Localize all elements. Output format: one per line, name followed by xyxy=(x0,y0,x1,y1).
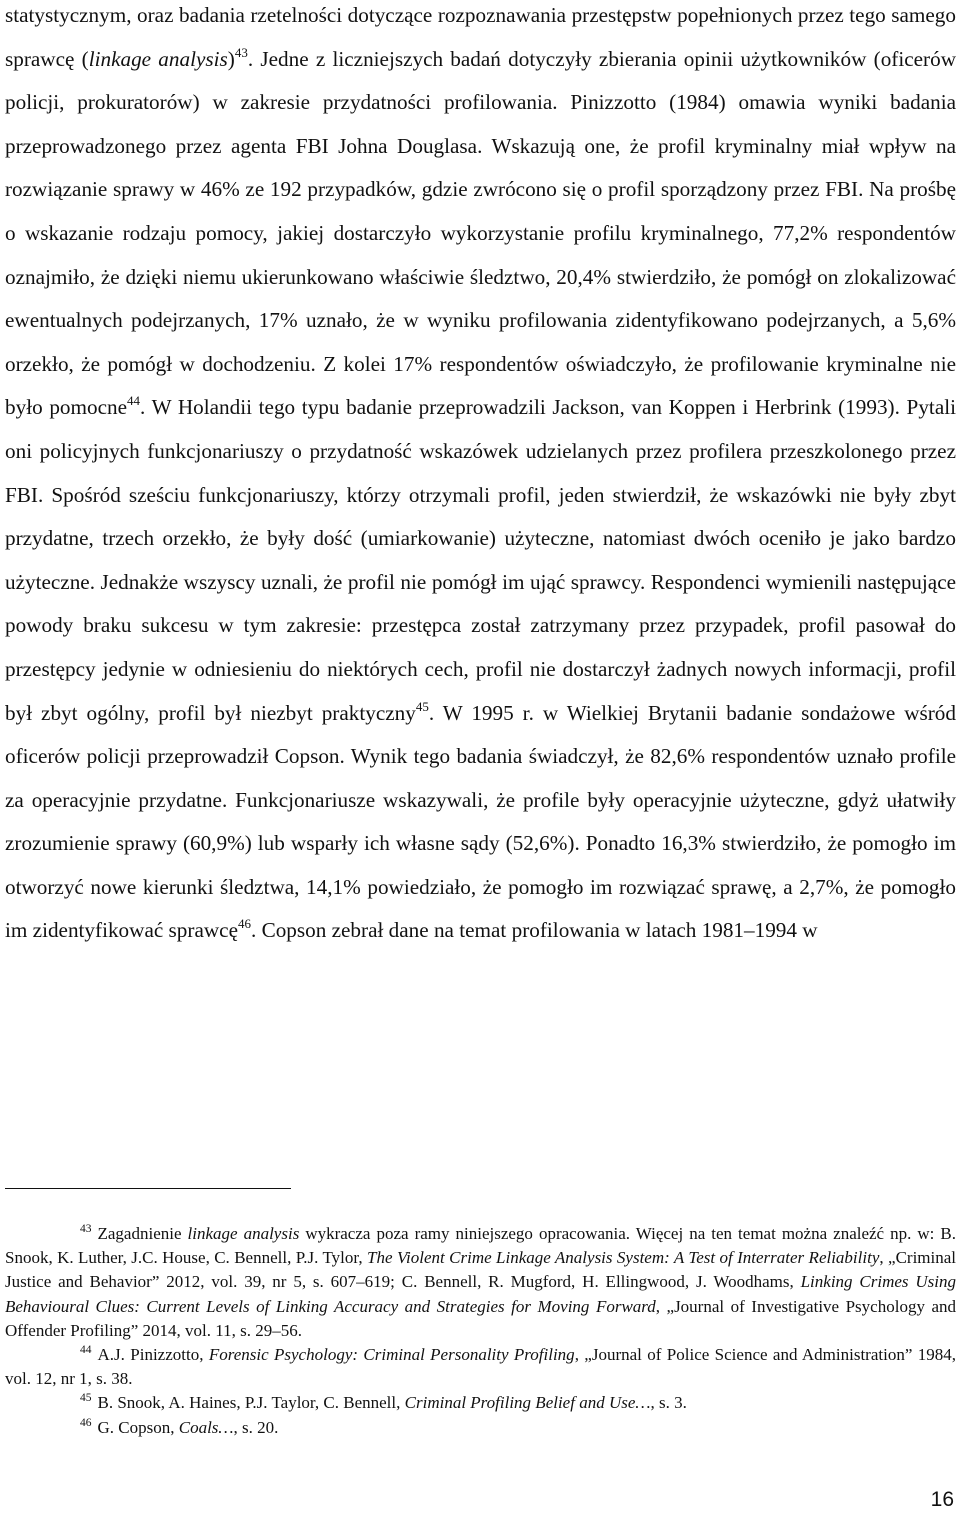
footnote-italic: linkage analysis xyxy=(187,1224,300,1243)
footnote-text: , „Journal of Investigative Psychology and Offender Profiling” 2014, vol. 11, s. 29–56. xyxy=(5,1296,956,1340)
footnote-title-italic: Linking Crimes Using Behavioural Clues: Current Levels of Linking Accuracy and Strategies for Moving Forward xyxy=(5,1272,956,1316)
footnote-text: Zagadnienie xyxy=(97,1224,188,1243)
footnote-45 xyxy=(5,1391,956,1415)
footnote-title-italic: The Violent Crime Linkage Analysis System: A Test of Interrater Reliability xyxy=(367,1248,880,1268)
body-text-run: ) xyxy=(227,46,235,71)
footnote-text: A.J. Pinizzotto, xyxy=(97,1345,209,1365)
footnote-text: , s. 20. xyxy=(233,1417,279,1437)
footnote-text: B. Snook, A. Haines, P.J. Taylor, C. Bennell, xyxy=(97,1393,405,1413)
footnote-ref-45[interactable]: 45 xyxy=(415,698,429,714)
footnote-text: , s. 3. xyxy=(650,1393,687,1413)
footnote-43 xyxy=(5,1222,956,1343)
footnote-title-italic: Coals… xyxy=(178,1417,234,1437)
body-italic-term: linkage analysis xyxy=(88,46,228,71)
body-paragraph xyxy=(5,0,956,953)
body-text-run: . Copson zebrał dane na temat profilowania w latach 1981–1994 w xyxy=(250,918,818,943)
body-text-run: . W 1995 r. w Wielkiej Brytanii badanie sondażowe wśród oficerów policji przeprowadził Copson. Wynik tego badania świadczył, że 82,6% respondentów uznało profile za operacyjnie przydatne. Funkcjonariusze wskazywali, że profile były operacyjnie użyteczne, gdyż ułatwiły zrozumienie sprawy (60,9%) lub wsparły ich własne sądy (52,6%). Ponadto 16,3% stwierdziło, że pomogło im otworzyć nowe kierunki śledztwa, 14,1% powiedziało, że pomogło im rozwiązać sprawę, a 2,7%, że pomogło im zidentyfikować sprawcę xyxy=(5,700,956,943)
body-text-run: . W Holandii tego typu badanie przeprowadzili Jackson, van Koppen i Herbrink (1993). Pytali oni policyjnych funkcjonariuszy o przydatność wskazówek udzielanych przez profilera przeszkolonego przez FBI. Spośród sześciu funkcjonariuszy, którzy otrzymali profil, jeden stwierdził, że wskazówki nie były zbyt przydatne, trzech orzekło, że były dość (umiarkowanie) użyteczne, natomiast dwóch oceniło je jako bardzo użyteczne. Jednakże wszyscy uznali, że profil nie pomógł im ująć sprawcy. Respondenci wymienili następujące powody braku sukcesu w tym zakresie: przestępca został zatrzymany przez przypadek, profil pasował do przestępcy jedynie w odniesieniu do niektórych cech, profil nie dostarczył żadnych nowych informacji, profil był zbyt ogólny, profil był niezbyt praktyczny xyxy=(5,395,956,725)
footnote-text: , „Criminal Justice and Behavior” 2012, vol. 39, nr 5, s. 607–619; C. Bennell, R. Mugford, H. Ellingwood, J. Woodhams, xyxy=(5,1248,957,1292)
body-text-run: . Jedne z liczniejszych badań dotyczyły zbierania opinii użytkowników (oficerów policji, prokuratorów) w zakresie przydatności profilowania. Pinizzotto (1984) omawia wyniki badania przeprowadzonego przez agenta FBI Johna Douglasa. Wskazują one, że profil kryminalny miał wpływ na rozwiązanie sprawy w 46% ze 192 przypadków, gdzie zwrócono się o profil sporządzony przez FBI. Na prośbę o wskazanie rodzaju pomocy, jakiej dostarczyło wykorzystanie profilu kryminalnego, 77,2% respondentów oznajmiło, że dzięki niemu ukierunkowano właściwie śledztwo, 20,4% stwierdziło, że pomógł on zlokalizować ewentualnych podejrzanych, 17% uznało, że w wyniku profilowania zidentyfikowano podejrzanych, a 5,6% orzekło, że pomógł w dochodzeniu. Z kolei 17% respondentów oświadczyło, że profilowanie kryminalne nie było pomocne xyxy=(5,46,956,420)
footnote-46 xyxy=(5,1416,956,1440)
page-number: 16 xyxy=(930,1488,954,1511)
body-text-run: statystycznym, oraz badania rzetelności dotyczące rozpoznawania przestępstw popełnionych przez tego samego sprawcę ( xyxy=(5,3,956,71)
footnotes-section xyxy=(5,1222,956,1440)
footnote-text: , „Journal of Police Science and Administration” 1984, vol. 12, nr 1, s. 38. xyxy=(5,1345,956,1389)
footnote-text: wykracza poza ramy niniejszego opracowania. Więcej na ten temat można znaleźć np. w: B. Snook, K. Luther, J.C. House, C. Bennell, P.J. Tylor, xyxy=(5,1224,956,1268)
footnote-number: 46 xyxy=(80,1416,92,1429)
footnote-title-italic: Criminal Profiling Belief and Use… xyxy=(404,1393,651,1413)
footnote-44 xyxy=(5,1343,956,1391)
footnote-ref-43[interactable]: 43 xyxy=(234,44,248,60)
footnote-title-italic: Forensic Psychology: Criminal Personality Profiling xyxy=(208,1345,575,1365)
footnote-ref-44[interactable]: 44 xyxy=(127,393,140,409)
footnote-text: G. Copson, xyxy=(97,1417,179,1437)
footnote-separator xyxy=(5,1188,291,1189)
footnote-number: 43 xyxy=(80,1223,92,1235)
footnote-number: 45 xyxy=(80,1392,92,1405)
footnote-number: 44 xyxy=(80,1344,92,1357)
footnote-ref-46[interactable]: 46 xyxy=(237,916,251,932)
